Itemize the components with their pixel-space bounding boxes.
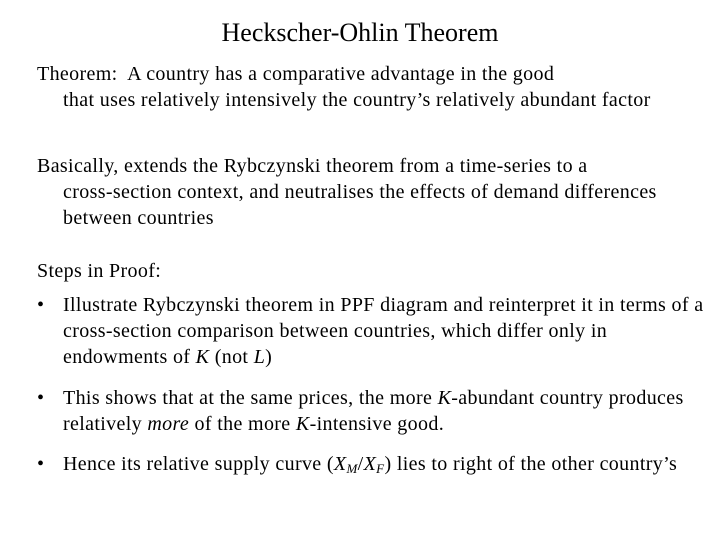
bullet2-c: of the more xyxy=(189,413,296,435)
bullet2-more: more xyxy=(147,413,190,435)
bullet3-sub-f: F xyxy=(376,461,385,476)
bullet3-slash: / xyxy=(357,453,364,475)
bullet-dot: • xyxy=(37,387,45,409)
bullet3-x2: X xyxy=(363,453,377,475)
bullet2-k1: K xyxy=(437,387,452,409)
theorem-text-line1: A country has a comparative advantage in the good xyxy=(127,63,555,85)
bullet-text-3 xyxy=(37,451,717,477)
bullet-item-1 xyxy=(37,292,717,370)
bullet-text-2 xyxy=(37,385,717,437)
bullet-dot: • xyxy=(37,453,45,475)
bullet-item-3 xyxy=(37,451,717,477)
basically-paragraph xyxy=(37,153,717,231)
bullet3-x1: X xyxy=(333,453,347,475)
bullet2-d: -intensive good. xyxy=(309,413,445,435)
bullet2-k2: K xyxy=(295,413,310,435)
bullet2-b: -abundant country produces relatively xyxy=(63,387,684,435)
theorem-paragraph xyxy=(37,61,717,113)
bullet1-mid: (not xyxy=(209,346,254,368)
bullet1-l: L xyxy=(253,346,266,368)
basically-line1: Basically, extends the Rybczynski theorem from a time-series to a xyxy=(37,155,588,177)
bullet1-k: K xyxy=(195,346,210,368)
bullet1-cont: it in terms of a cross-section comparison between countries, which differ only in endowments of xyxy=(63,294,704,368)
bullet2-a: This shows that at the same prices, the more xyxy=(63,387,438,409)
bullet3-b: ) lies to right of the other country’s xyxy=(384,453,678,475)
bullet3-sub-m: M xyxy=(346,461,358,476)
bullet-text-1 xyxy=(37,292,717,370)
bullet3-a: Hence its relative supply curve ( xyxy=(63,453,334,475)
bullet-item-2 xyxy=(37,385,717,437)
bullet1-end: ) xyxy=(265,346,273,368)
slide-title xyxy=(0,16,720,50)
slide-title-text: Heckscher-Ohlin Theorem xyxy=(221,18,499,47)
basically-continuation: cross-section context, and neutralises the effects of demand differences between countries xyxy=(63,181,657,229)
bullet1-line1: Illustrate Rybczynski theorem in PPF diagram and reinterpret xyxy=(63,294,576,316)
bullet-dot: • xyxy=(37,294,45,316)
theorem-label: Theorem: xyxy=(37,63,118,85)
theorem-text-continuation: that uses relatively intensively the country’s relatively abundant factor xyxy=(63,89,651,111)
steps-heading: Steps in Proof: xyxy=(37,260,162,282)
